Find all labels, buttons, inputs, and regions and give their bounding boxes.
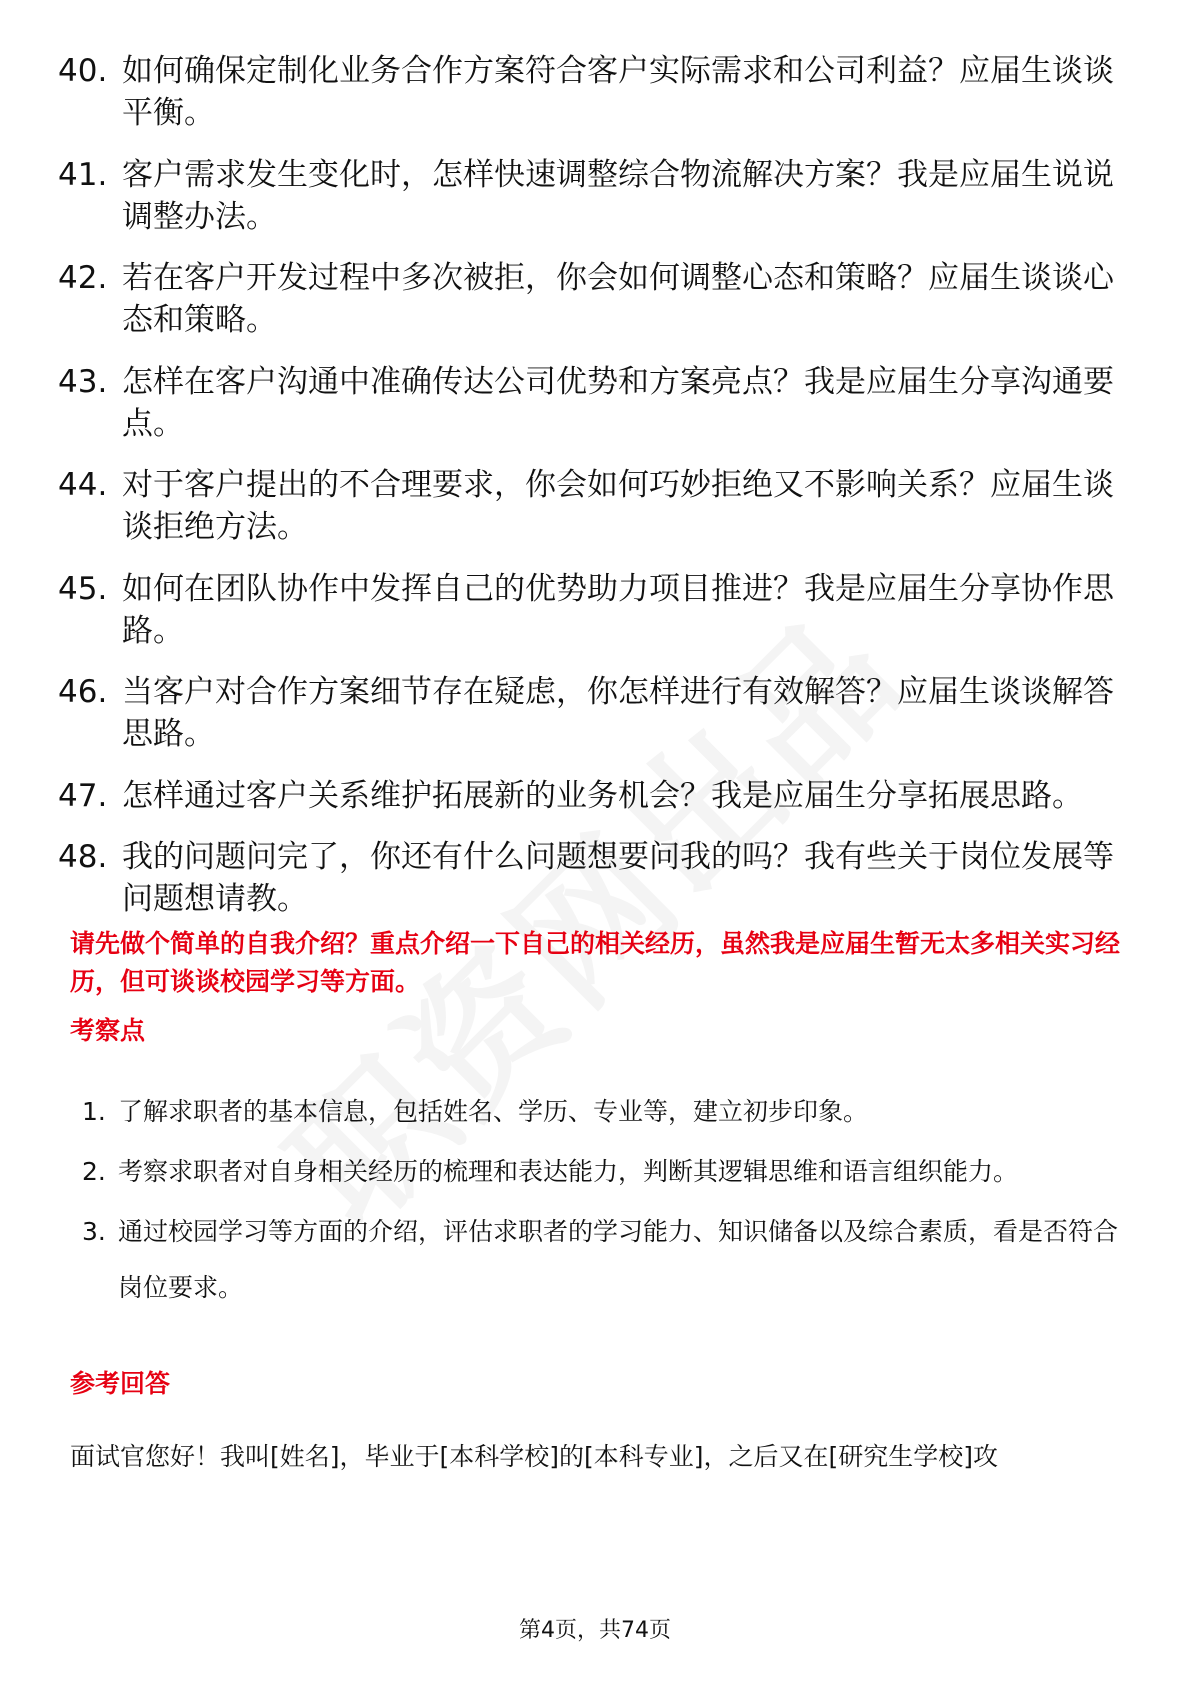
question-item: [58, 775, 1118, 817]
question-number: 42.: [58, 260, 108, 296]
question-number: 40.: [58, 53, 108, 89]
question-text: 如何在团队协作中发挥自己的优势助力项目推进？我是应届生分享协作思路。: [122, 570, 1114, 649]
question-number: 41.: [58, 156, 108, 193]
kaochadian-text: 考察求职者对自身相关经历的梳理和表达能力，判断其逻辑思维和语言组织能力。: [118, 1157, 1019, 1186]
kaochadian-item: [82, 1084, 1122, 1140]
kaochadian-list: [82, 1084, 1122, 1320]
question-text: 怎样在客户沟通中准确传达公司优势和方案亮点？我是应届生分享沟通要点。: [122, 363, 1114, 442]
question-item: [58, 257, 1118, 341]
question-number: 48.: [58, 839, 108, 875]
kaochadian-text: 了解求职者的基本信息，包括姓名、学历、专业等，建立初步印象。: [118, 1097, 869, 1126]
kaochadian-heading: 考察点: [70, 1016, 146, 1045]
question-item: [58, 50, 1118, 134]
reference-answer-text: 面试官您好！我叫[姓名]，毕业于[本科学校]的[本科专业]，之后又在[研究生学校]攻: [70, 1442, 999, 1471]
question-text: 当客户对合作方案细节存在疑虑，你怎样进行有效解答？应届生谈谈解答思路。: [122, 674, 1114, 752]
question-text: 怎样通过客户关系维护拓展新的业务机会？我是应届生分享拓展思路。: [122, 777, 1083, 814]
cankao-heading: 参考回答: [70, 1369, 171, 1398]
question-item: [58, 671, 1118, 755]
page-footer: 第4页，共74页: [519, 1618, 671, 1643]
question-text: 如何确保定制化业务合作方案符合客户实际需求和公司利益？应届生谈谈平衡。: [122, 53, 1114, 131]
question-item: [58, 154, 1118, 238]
question-number: 44.: [58, 467, 108, 503]
kaochadian-number: 1.: [82, 1097, 106, 1126]
kaochadian-number: 2.: [82, 1157, 106, 1186]
question-text: 若在客户开发过程中多次被拒，你会如何调整心态和策略？应届生谈谈心态和策略。: [122, 260, 1114, 338]
interview-prompt: 请先做个简单的自我介绍？重点介绍一下自己的相关经历，虽然我是应届生暂无太多相关实习经历，但可谈谈校园学习等方面。: [70, 929, 1121, 996]
question-number: 45.: [58, 570, 108, 607]
kaochadian-text: 通过校园学习等方面的介绍，评估求职者的学习能力、知识储备以及综合素质，看是否符合岗位要求。: [118, 1217, 1119, 1302]
kaochadian-number: 3.: [82, 1217, 106, 1246]
question-number: 46.: [58, 674, 108, 710]
question-text: 对于客户提出的不合理要求，你会如何巧妙拒绝又不影响关系？应届生谈谈拒绝方法。: [122, 467, 1114, 545]
question-number: 43.: [58, 363, 108, 400]
question-number: 47.: [58, 777, 108, 814]
question-item: [58, 361, 1118, 445]
question-item: [58, 568, 1118, 652]
question-item: [58, 836, 1118, 920]
kaochadian-item: [82, 1204, 1122, 1316]
question-text: 我的问题问完了，你还有什么问题想要问我的吗？我有些关于岗位发展等问题想请教。: [122, 839, 1114, 917]
question-item: [58, 464, 1118, 548]
question-text: 客户需求发生变化时，怎样快速调整综合物流解决方案？我是应届生说说调整办法。: [122, 156, 1114, 235]
question-list: [58, 50, 1118, 940]
kaochadian-item: [82, 1144, 1122, 1200]
